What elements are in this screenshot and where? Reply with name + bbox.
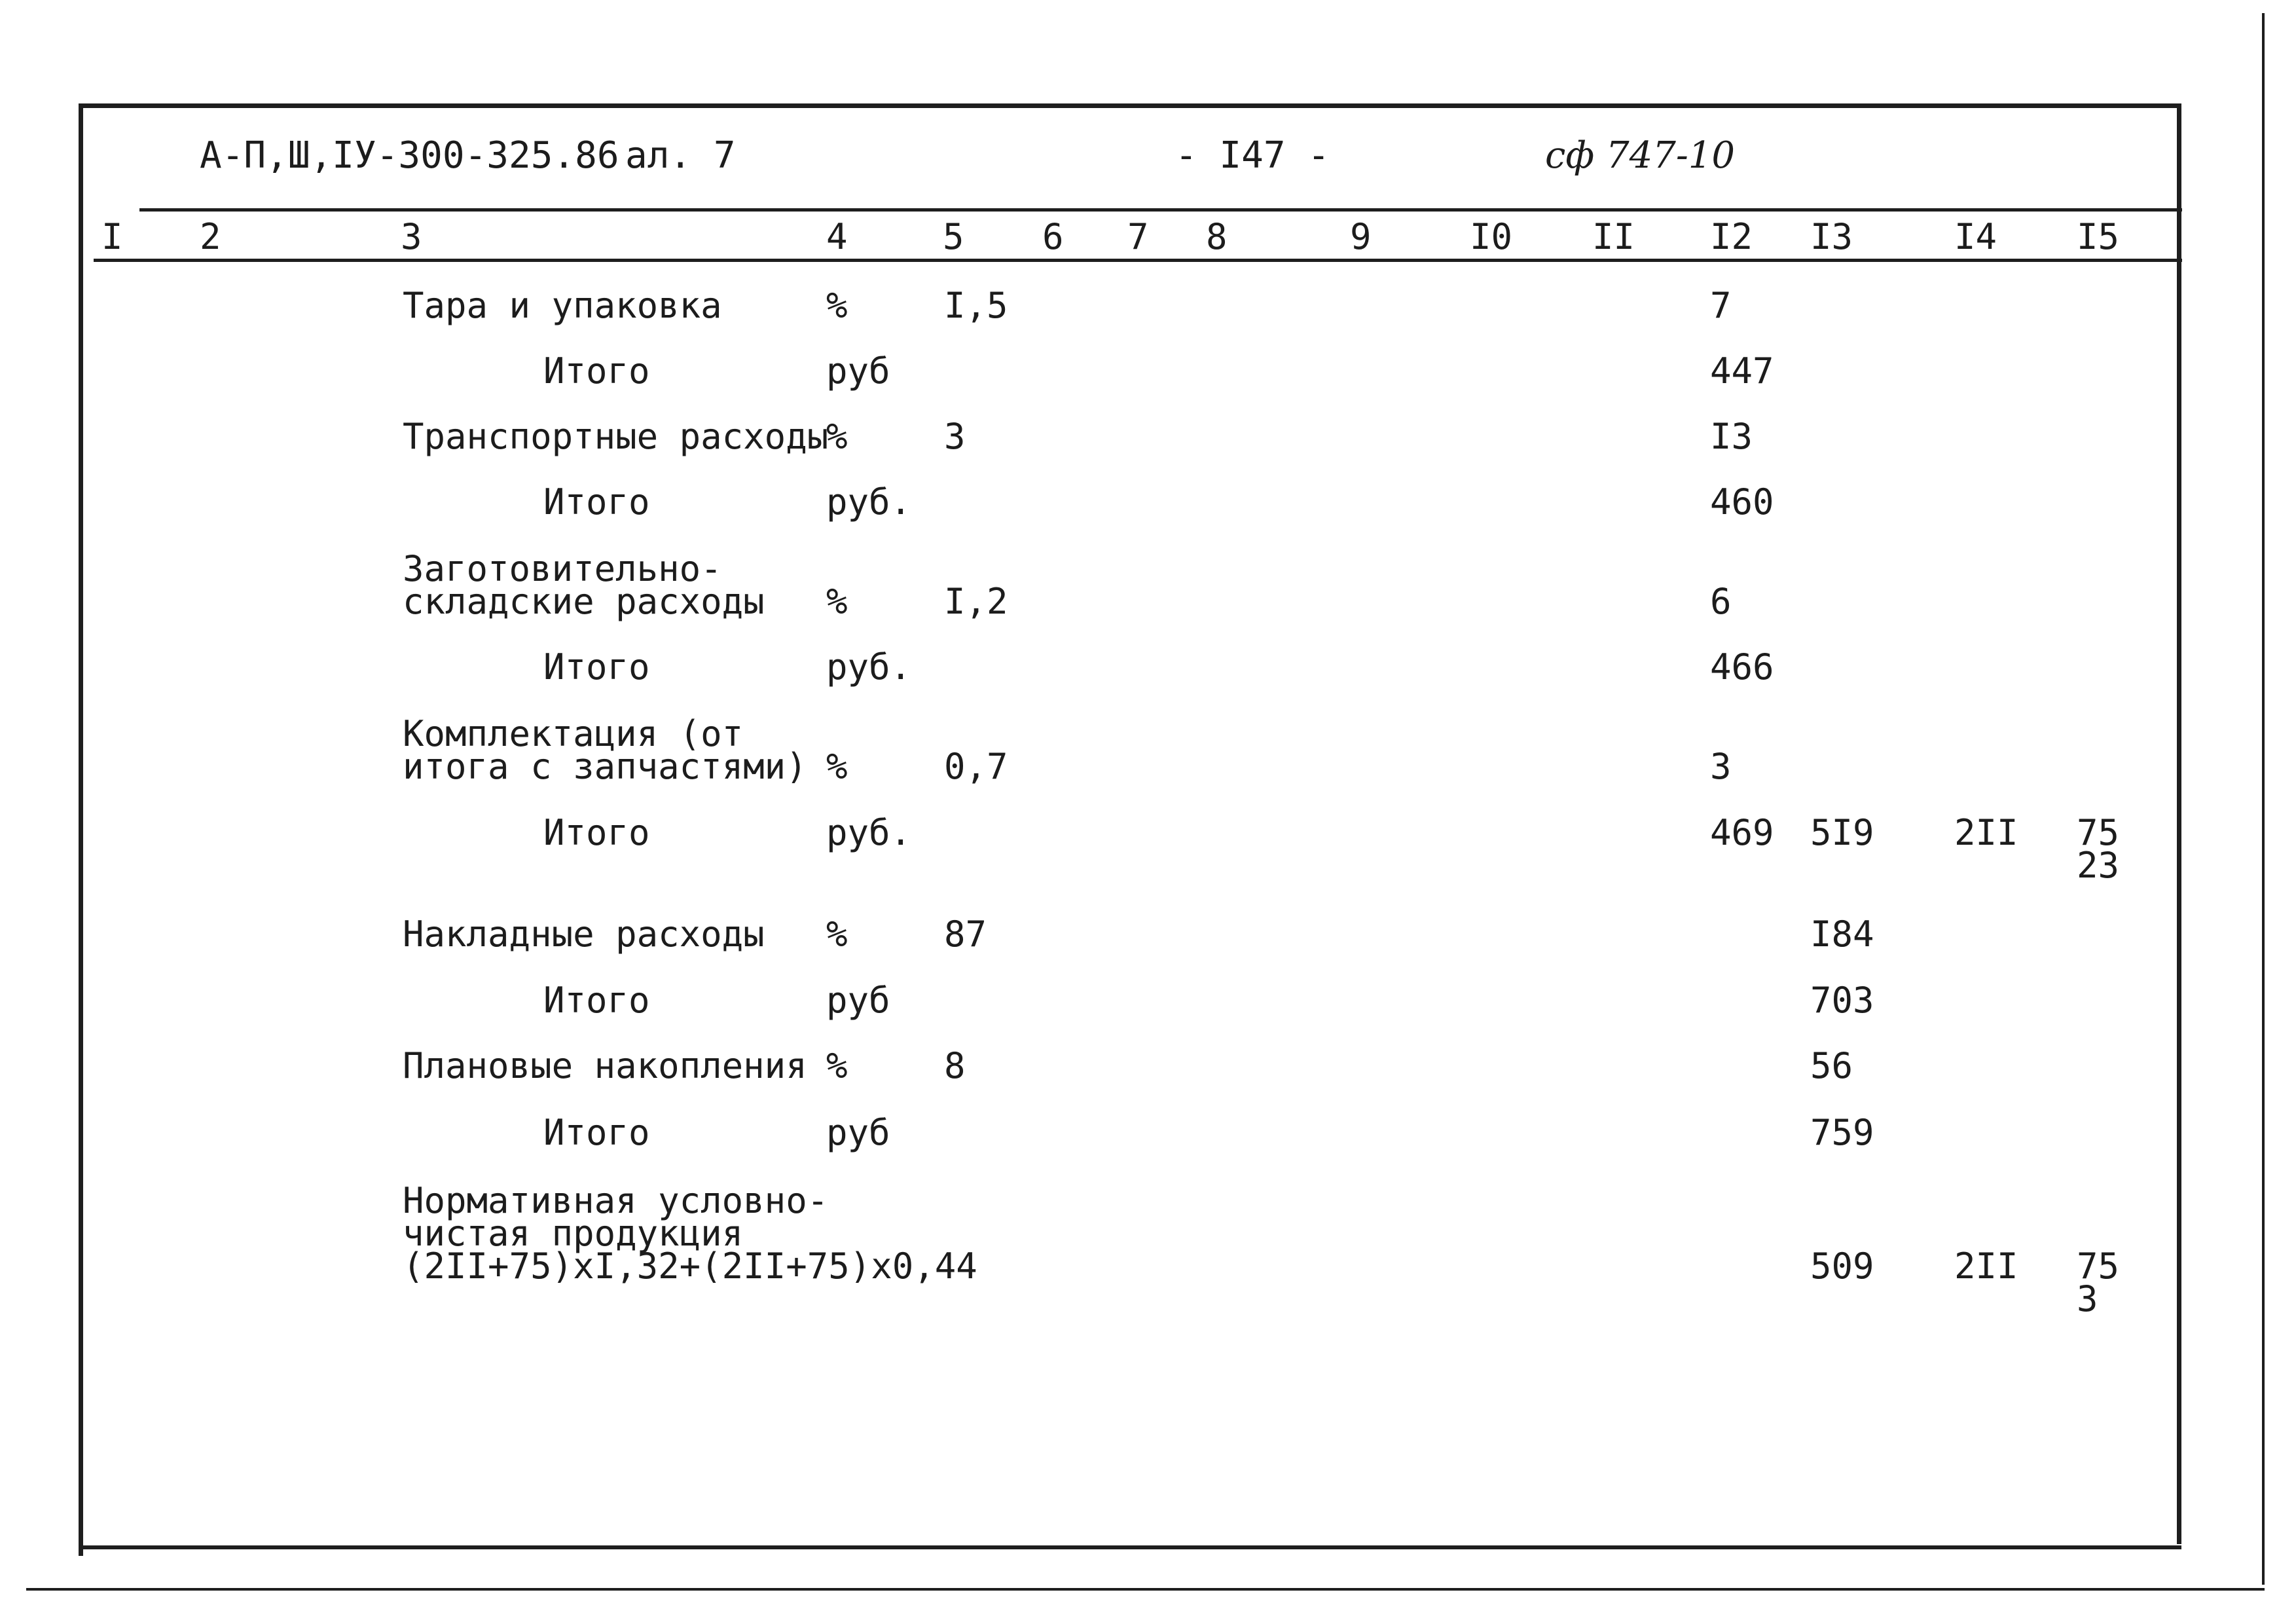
row-col14: 2II bbox=[1954, 812, 2018, 853]
row-rate: I,5 bbox=[944, 285, 1008, 326]
row-col13: 5I9 bbox=[1810, 812, 1874, 853]
row-label: Накладные расходы bbox=[403, 913, 765, 955]
row-rate: 0,7 bbox=[944, 746, 1008, 787]
row-col15-line2: 3 bbox=[2077, 1278, 2098, 1320]
column-number-4: 4 bbox=[826, 216, 848, 257]
stamp-code: сф 747-10 bbox=[1545, 134, 1736, 177]
row-col15-line1: 75 bbox=[2077, 812, 2120, 853]
column-number-7: 7 bbox=[1127, 216, 1149, 257]
column-number-10: I0 bbox=[1470, 216, 1513, 257]
row-label-line1: Заготовительно- bbox=[403, 548, 722, 589]
column-header-bottom-rule bbox=[94, 259, 2182, 262]
row-label: Транспортные расходы bbox=[403, 416, 829, 457]
page-edge-right bbox=[2262, 13, 2265, 1585]
page-edge-bottom bbox=[26, 1588, 2265, 1591]
row-unit: руб bbox=[826, 1112, 890, 1153]
row-col13: 759 bbox=[1810, 1112, 1874, 1153]
row-col12: 466 bbox=[1710, 646, 1774, 688]
row-unit: % bbox=[826, 416, 848, 457]
row-col12: 460 bbox=[1710, 481, 1774, 523]
column-number-2: 2 bbox=[200, 216, 221, 257]
row-unit: % bbox=[826, 285, 848, 326]
row-col12: 3 bbox=[1710, 746, 1732, 787]
row-rate: 3 bbox=[944, 416, 966, 457]
column-number-14: I4 bbox=[1954, 216, 1997, 257]
frame-right bbox=[2177, 103, 2181, 1544]
row-unit: руб. bbox=[826, 646, 912, 688]
row-rate: 87 bbox=[944, 913, 987, 955]
row-unit: руб bbox=[826, 980, 890, 1021]
row-unit: % bbox=[826, 1045, 848, 1086]
frame-bottom bbox=[82, 1545, 2181, 1549]
row-label-line3: (2II+75)xI,32+(2II+75)x0,44 bbox=[403, 1246, 977, 1287]
row-rate: 8 bbox=[944, 1045, 966, 1086]
column-number-13: I3 bbox=[1810, 216, 1853, 257]
column-number-11: II bbox=[1592, 216, 1635, 257]
row-label: Итого bbox=[543, 646, 650, 688]
column-number-5: 5 bbox=[943, 216, 964, 257]
column-header-top-rule bbox=[139, 208, 2182, 212]
frame-top bbox=[79, 103, 2181, 108]
row-unit: % bbox=[826, 913, 848, 955]
row-unit: руб. bbox=[826, 812, 912, 853]
column-number-15: I5 bbox=[2077, 216, 2120, 257]
document-code: А-П,Ш,IУ-300-325.86 bbox=[200, 134, 619, 177]
row-label-line2: итога с запчастями) bbox=[403, 746, 807, 787]
row-label: Итого bbox=[543, 812, 650, 853]
row-label-line2: чистая продукция bbox=[403, 1213, 744, 1254]
row-col13: 509 bbox=[1810, 1246, 1874, 1287]
row-label-line1: Комплектация (от bbox=[403, 713, 744, 754]
row-col14: 2II bbox=[1954, 1246, 2018, 1287]
column-number-1: I bbox=[101, 216, 123, 257]
page-number: - I47 - bbox=[1175, 134, 1330, 177]
row-col15-line1: 75 bbox=[2077, 1246, 2120, 1287]
frame-left bbox=[79, 103, 83, 1556]
row-label: Итого bbox=[543, 481, 650, 523]
row-label: Итого bbox=[543, 980, 650, 1021]
row-col12: 6 bbox=[1710, 581, 1732, 622]
row-col15-line2: 23 bbox=[2077, 845, 2120, 886]
row-label-line1: Нормативная условно- bbox=[403, 1180, 829, 1221]
row-label: Плановые накопления bbox=[403, 1045, 807, 1086]
row-col12: 7 bbox=[1710, 285, 1732, 326]
column-number-12: I2 bbox=[1710, 216, 1753, 257]
row-col13: I84 bbox=[1810, 913, 1874, 955]
row-unit: % bbox=[826, 746, 848, 787]
row-label: Итого bbox=[543, 350, 650, 392]
row-rate: I,2 bbox=[944, 581, 1008, 622]
row-col13: 703 bbox=[1810, 980, 1874, 1021]
row-col12: 469 bbox=[1710, 812, 1774, 853]
row-unit: руб. bbox=[826, 481, 912, 523]
column-number-6: 6 bbox=[1042, 216, 1064, 257]
column-number-9: 9 bbox=[1350, 216, 1372, 257]
row-col12: I3 bbox=[1710, 416, 1753, 457]
row-label-line2: складские расходы bbox=[403, 581, 765, 622]
column-number-3: 3 bbox=[401, 216, 422, 257]
row-col12: 447 bbox=[1710, 350, 1774, 392]
row-label: Тара и упаковка bbox=[403, 285, 722, 326]
column-number-8: 8 bbox=[1206, 216, 1228, 257]
row-unit: % bbox=[826, 581, 848, 622]
sheet-number: ал. 7 bbox=[625, 134, 736, 177]
row-unit: руб bbox=[826, 350, 890, 392]
row-label: Итого bbox=[543, 1112, 650, 1153]
row-col13: 56 bbox=[1810, 1045, 1853, 1086]
